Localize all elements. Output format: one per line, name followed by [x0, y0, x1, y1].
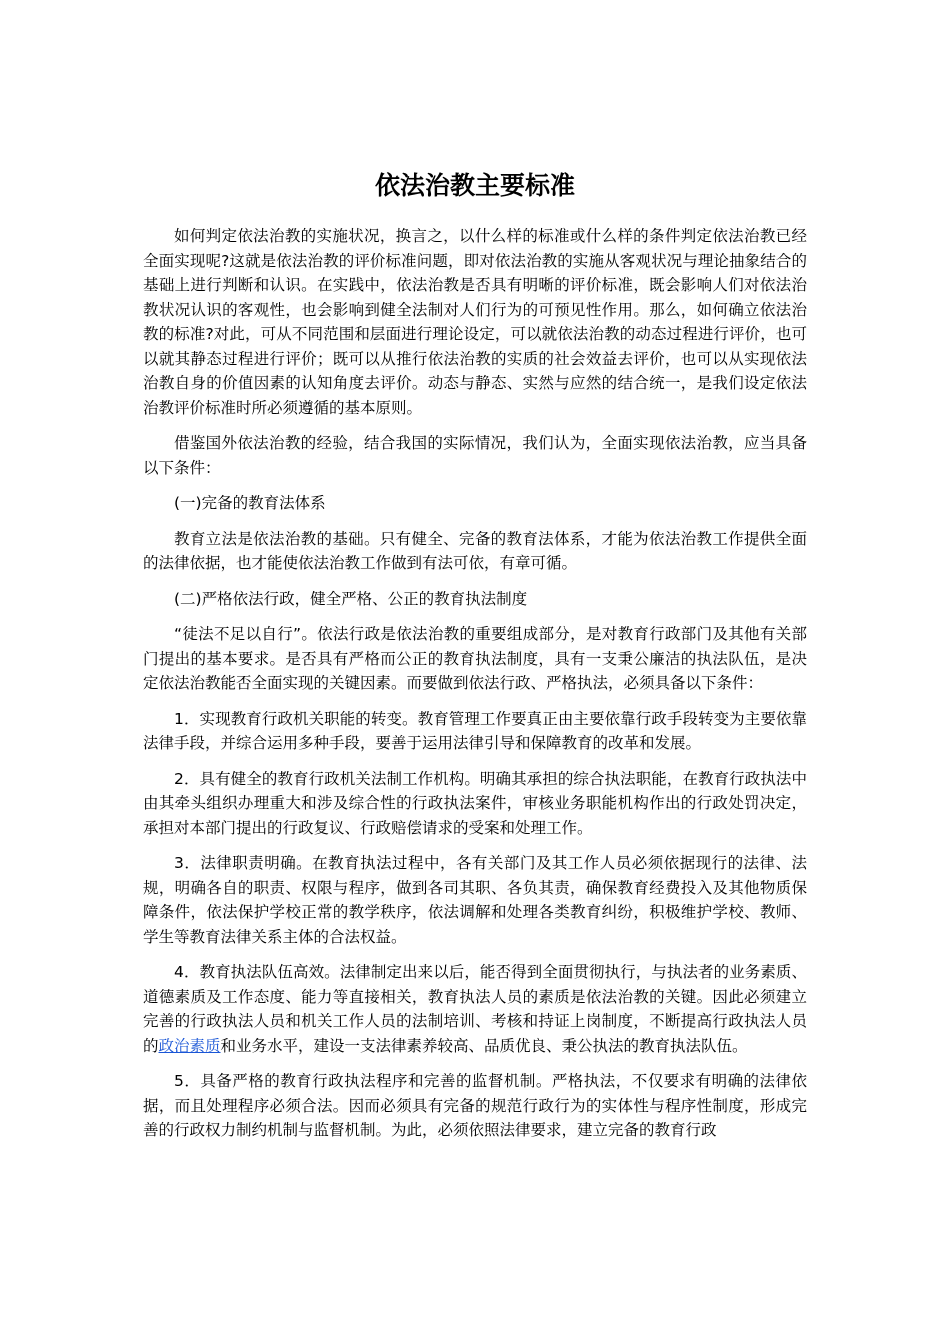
list-item-4-text-after: 和业务水平，建设一支法律素养较高、品质优良、秉公执法的教育执法队伍。	[220, 1036, 748, 1055]
list-item-5: 5．具备严格的教育行政执法程序和完善的监督机制。严格执法，不仅要求有明确的法律依据，而且处理程序必须合法。因而必须具有完备的规范行政行为的实体性与程序性制度，形成完善的行政权力制约机制与监督机制。为此，必须依照法律要求，建立完备的教育行政	[143, 1072, 807, 1139]
list-item-3: 3．法律职责明确。在教育执法过程中，各有关部门及其工作人员必须依据现行的法律、法规，明确各自的职责、权限与程序，做到各司其职、各负其责，确保教育经费投入及其他物质保障条件，依法保护学校正常的教学秩序，依法调解和处理各类教育纠纷，积极维护学校、教师、学生等教育法律关系主体的合法权益。	[143, 854, 807, 946]
political-quality-link[interactable]: 政治素质	[158, 1036, 221, 1055]
list-item-4-text-before: 4．教育执法队伍高效。法律制定出来以后，能否得到全面贯彻执行，与执法者的业务素质、道德素质及工作态度、能力等直接相关，教育执法人员的素质是依法治教的关键。因此必须建立完善的行政执法人员和机关工作人员的法制培训、考核和持证上岗制度，不断提高行政执法人员的	[143, 963, 807, 1055]
list-item-1: 1．实现教育行政机关职能的转变。教育管理工作要真正由主要依靠行政手段转变为主要依靠法律手段，并综合运用多种手段，要善于运用法律引导和保障教育的改革和发展。	[143, 709, 807, 752]
paragraph-legislation: 教育立法是依法治教的基础。只有健全、完备的教育法体系，才能为依法治教工作提供全面的法律依据，也才能使依法治教工作做到有法可依，有章可循。	[143, 529, 807, 572]
paragraph-conditions: 借鉴国外依法治教的经验，结合我国的实际情况，我们认为，全面实现依法治教，应当具备以下条件：	[143, 434, 807, 477]
list-item-2: 2．具有健全的教育行政机关法制工作机构。明确其承担的综合执法职能，在教育行政执法中由其牵头组织办理重大和涉及综合性的行政执法案件，审核业务职能机构作出的行政处罚决定，承担对本部门提出的行政复议、行政赔偿请求的受案和处理工作。	[143, 769, 807, 837]
paragraph-intro: 如何判定依法治教的实施状况，换言之，以什么样的标准或什么样的条件判定依法治教已经全面实现呢?这就是依法治教的评价标准问题，即对依法治教的实施从客观状况与理论抽象结合的基础上进行判断和认识。在实践中，依法治教是否具有明晰的评价标准，既会影响人们对依法治教状况认识的客观性，也会影响到健全法制对人们行为的可预见性作用。那么，如何确立依法治教的标准?对此，可从不同范围和层面进行理论设定，可以就依法治教的动态过程进行评价，也可以就其静态过程进行评价；既可以从推行依法治教的实质的社会效益去评价，也可以从实现依法治教自身的价值因素的认知角度去评价。动态与静态、实然与应然的结合统一，是我们设定依法治教评价标准时所必须遵循的基本原则。	[143, 227, 807, 417]
paragraph-administration: “徒法不足以自行”。依法行政是依法治教的重要组成部分，是对教育行政部门及其他有关部门提出的基本要求。是否具有严格而公正的教育执法制度，具有一支秉公廉洁的执法队伍，是决定依法治教能否全面实现的关键因素。而要做到依法行政、严格执法，必须具备以下条件：	[143, 625, 807, 692]
document-title: 依法治教主要标准	[374, 171, 575, 200]
list-item-4	[143, 960, 807, 1058]
section-heading-1: (一)完备的教育法体系	[174, 494, 326, 512]
section-heading-2: (二)严格依法行政，健全严格、公正的教育执法制度	[174, 589, 528, 608]
